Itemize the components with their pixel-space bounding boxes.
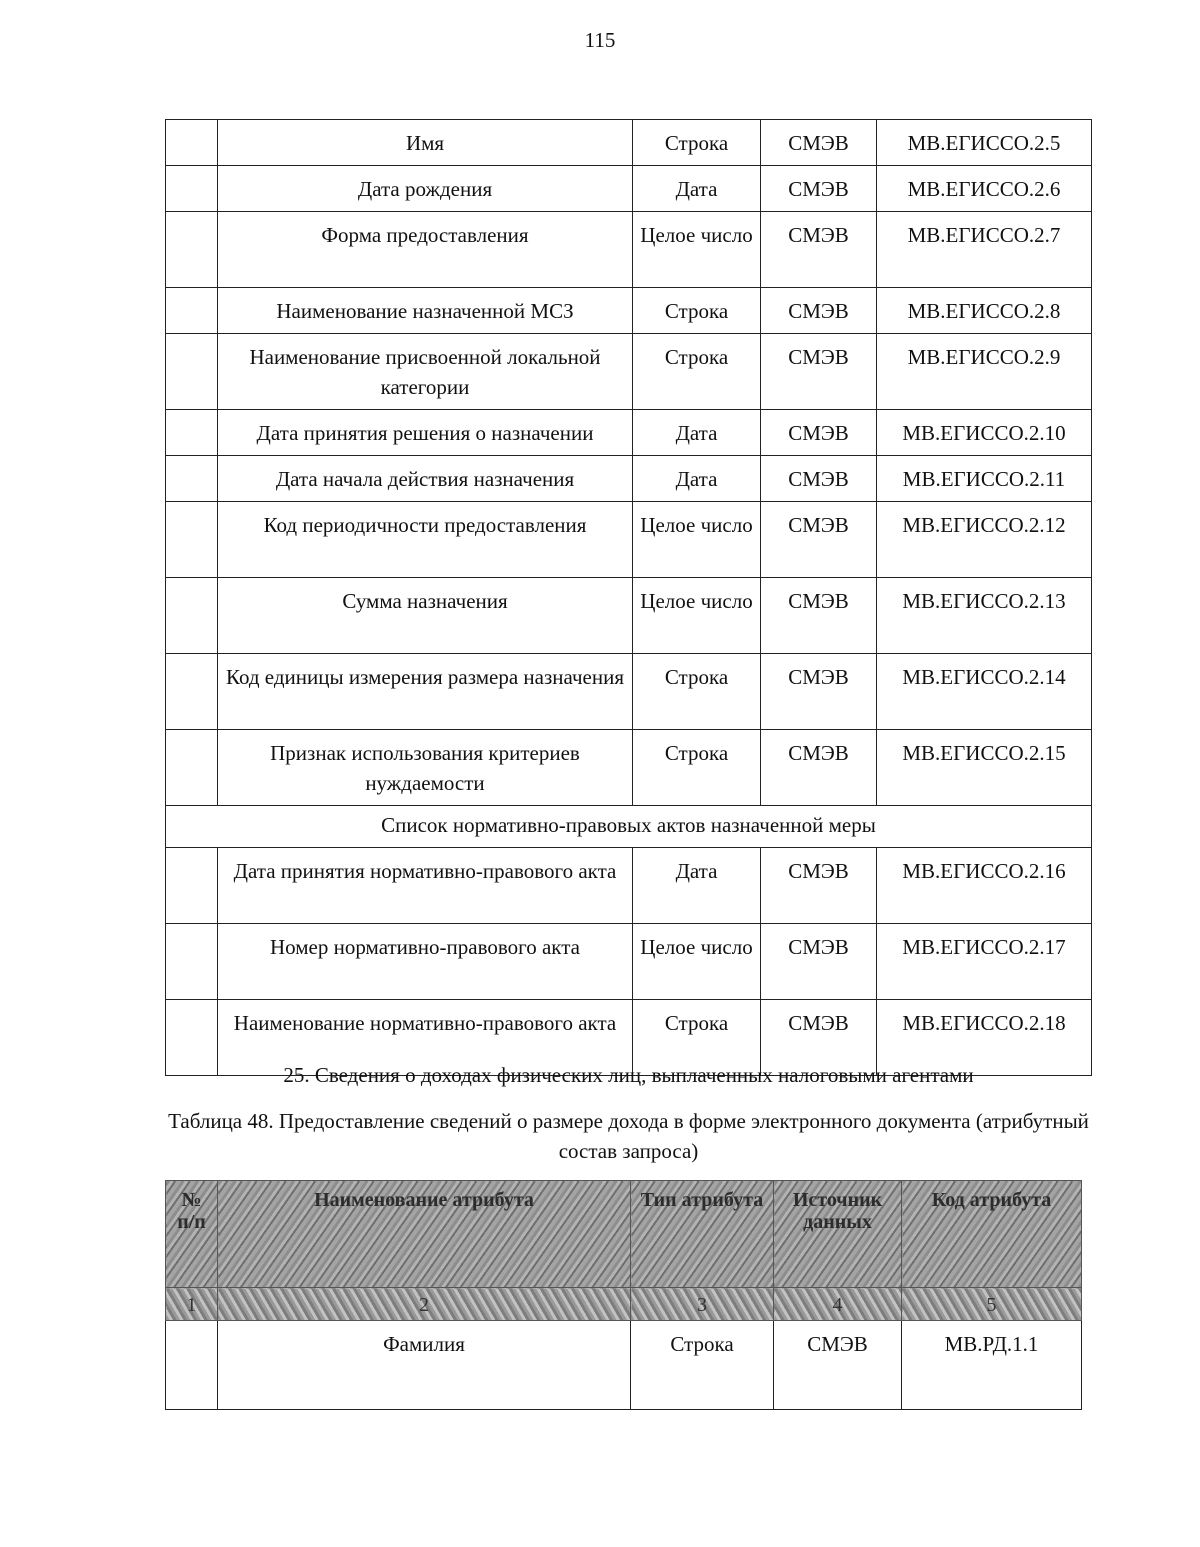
section-row bbox=[166, 806, 1092, 848]
attribute-type-cell: Целое число bbox=[633, 578, 761, 654]
table-row bbox=[166, 730, 1092, 806]
row-number-cell bbox=[166, 848, 218, 924]
attribute-type-cell: Дата bbox=[633, 410, 761, 456]
attribute-code-cell: МВ.ЕГИССО.2.16 bbox=[877, 848, 1092, 924]
data-source-cell: СМЭВ bbox=[761, 410, 877, 456]
table-row bbox=[166, 502, 1092, 578]
row-number-cell bbox=[166, 212, 218, 288]
attribute-name-cell: Сумма назначения bbox=[218, 578, 633, 654]
attribute-code-cell: МВ.ЕГИССО.2.11 bbox=[877, 456, 1092, 502]
attribute-name-cell: Дата принятия нормативно-правового акта bbox=[218, 848, 633, 924]
data-source-cell: СМЭВ bbox=[774, 1321, 902, 1410]
table-row bbox=[166, 456, 1092, 502]
data-source-cell: СМЭВ bbox=[761, 848, 877, 924]
data-source-cell: СМЭВ bbox=[761, 1000, 877, 1076]
table-caption: Таблица 48. Предоставление сведений о размере дохода в форме электронного документа (атрибутный состав запроса) bbox=[168, 1109, 1089, 1163]
attribute-name-cell: Наименование назначенной МСЗ bbox=[218, 288, 633, 334]
header-code-cell: Код атрибута bbox=[902, 1181, 1082, 1288]
column-number-cell: 2 bbox=[218, 1288, 631, 1321]
attribute-name-cell: Номер нормативно-правового акта bbox=[218, 924, 633, 1000]
row-number-cell bbox=[166, 730, 218, 806]
row-number-cell bbox=[166, 654, 218, 730]
table-row bbox=[166, 120, 1092, 166]
row-number-cell bbox=[166, 1321, 218, 1410]
row-number-cell bbox=[166, 334, 218, 410]
attribute-name-cell: Наименование присвоенной локальной категории bbox=[218, 334, 633, 410]
table-row bbox=[166, 334, 1092, 410]
section-row-title: Список нормативно-правовых актов назначенной меры bbox=[166, 806, 1092, 848]
data-source-cell: СМЭВ bbox=[761, 288, 877, 334]
attribute-type-cell: Целое число bbox=[633, 502, 761, 578]
row-number-cell bbox=[166, 456, 218, 502]
attribute-code-cell: МВ.ЕГИССО.2.13 bbox=[877, 578, 1092, 654]
data-source-cell: СМЭВ bbox=[761, 212, 877, 288]
data-source-cell: СМЭВ bbox=[761, 166, 877, 212]
row-number-cell bbox=[166, 120, 218, 166]
table-row bbox=[166, 212, 1092, 288]
attribute-type-cell: Дата bbox=[633, 456, 761, 502]
attribute-code-cell: МВ.ЕГИССО.2.5 bbox=[877, 120, 1092, 166]
attribute-name-cell: Дата принятия решения о назначении bbox=[218, 410, 633, 456]
header-name-cell: Наименование атрибута bbox=[218, 1181, 631, 1288]
row-number-cell bbox=[166, 410, 218, 456]
column-number-cell: 3 bbox=[631, 1288, 774, 1321]
data-source-cell: СМЭВ bbox=[761, 502, 877, 578]
income-attributes-table bbox=[165, 1180, 1082, 1410]
attribute-name-cell: Наименование нормативно-правового акта bbox=[218, 1000, 633, 1076]
data-source-cell: СМЭВ bbox=[761, 334, 877, 410]
table-header-row bbox=[166, 1181, 1082, 1288]
column-number-cell: 5 bbox=[902, 1288, 1082, 1321]
table-row bbox=[166, 924, 1092, 1000]
attribute-code-cell: МВ.РД.1.1 bbox=[902, 1321, 1082, 1410]
column-number-cell: 4 bbox=[774, 1288, 902, 1321]
header-source-cell: Источник данных bbox=[774, 1181, 902, 1288]
data-source-cell: СМЭВ bbox=[761, 578, 877, 654]
row-number-cell bbox=[166, 288, 218, 334]
attribute-code-cell: МВ.ЕГИССО.2.7 bbox=[877, 212, 1092, 288]
attribute-code-cell: МВ.ЕГИССО.2.15 bbox=[877, 730, 1092, 806]
data-source-cell: СМЭВ bbox=[761, 730, 877, 806]
attribute-type-cell: Строка bbox=[633, 288, 761, 334]
attribute-name-cell: Код единицы измерения размера назначения bbox=[218, 654, 633, 730]
attribute-code-cell: МВ.ЕГИССО.2.6 bbox=[877, 166, 1092, 212]
attribute-name-cell: Форма предоставления bbox=[218, 212, 633, 288]
header-numbering-row bbox=[166, 1288, 1082, 1321]
attribute-type-cell: Строка bbox=[631, 1321, 774, 1410]
attribute-name-cell: Дата рождения bbox=[218, 166, 633, 212]
header-number-cell: № п/п bbox=[166, 1181, 218, 1288]
section-heading: 25. Сведения о доходах физических лиц, выплаченных налоговыми агентами bbox=[283, 1063, 974, 1087]
attribute-type-cell: Строка bbox=[633, 730, 761, 806]
attribute-code-cell: МВ.ЕГИССО.2.8 bbox=[877, 288, 1092, 334]
attribute-code-cell: МВ.ЕГИССО.2.12 bbox=[877, 502, 1092, 578]
table-row bbox=[166, 848, 1092, 924]
attribute-type-cell: Целое число bbox=[633, 924, 761, 1000]
attribute-code-cell: МВ.ЕГИССО.2.14 bbox=[877, 654, 1092, 730]
attribute-code-cell: МВ.ЕГИССО.2.10 bbox=[877, 410, 1092, 456]
page-number: 115 bbox=[584, 28, 616, 52]
attribute-name-cell: Код периодичности предоставления bbox=[218, 502, 633, 578]
attribute-type-cell: Дата bbox=[633, 166, 761, 212]
attribute-type-cell: Строка bbox=[633, 1000, 761, 1076]
attributes-table-continued bbox=[165, 119, 1092, 1076]
table-row bbox=[166, 410, 1092, 456]
row-number-cell bbox=[166, 578, 218, 654]
attribute-type-cell: Строка bbox=[633, 654, 761, 730]
attribute-code-cell: МВ.ЕГИССО.2.9 bbox=[877, 334, 1092, 410]
row-number-cell bbox=[166, 502, 218, 578]
header-type-cell: Тип атрибута bbox=[631, 1181, 774, 1288]
data-source-cell: СМЭВ bbox=[761, 120, 877, 166]
data-source-cell: СМЭВ bbox=[761, 456, 877, 502]
attribute-type-cell: Строка bbox=[633, 120, 761, 166]
attribute-code-cell: МВ.ЕГИССО.2.18 bbox=[877, 1000, 1092, 1076]
column-number-cell: 1 bbox=[166, 1288, 218, 1321]
table-row bbox=[166, 654, 1092, 730]
row-number-cell bbox=[166, 166, 218, 212]
attribute-code-cell: МВ.ЕГИССО.2.17 bbox=[877, 924, 1092, 1000]
row-number-cell bbox=[166, 924, 218, 1000]
data-source-cell: СМЭВ bbox=[761, 924, 877, 1000]
attribute-type-cell: Дата bbox=[633, 848, 761, 924]
attribute-name-cell: Признак использования критериев нуждаемости bbox=[218, 730, 633, 806]
data-source-cell: СМЭВ bbox=[761, 654, 877, 730]
attribute-name-cell: Фамилия bbox=[218, 1321, 631, 1410]
attribute-type-cell: Строка bbox=[633, 334, 761, 410]
table-row bbox=[166, 1321, 1082, 1410]
attribute-name-cell: Имя bbox=[218, 120, 633, 166]
attribute-type-cell: Целое число bbox=[633, 212, 761, 288]
table-row bbox=[166, 166, 1092, 212]
attribute-name-cell: Дата начала действия назначения bbox=[218, 456, 633, 502]
table-row bbox=[166, 578, 1092, 654]
table-row bbox=[166, 288, 1092, 334]
